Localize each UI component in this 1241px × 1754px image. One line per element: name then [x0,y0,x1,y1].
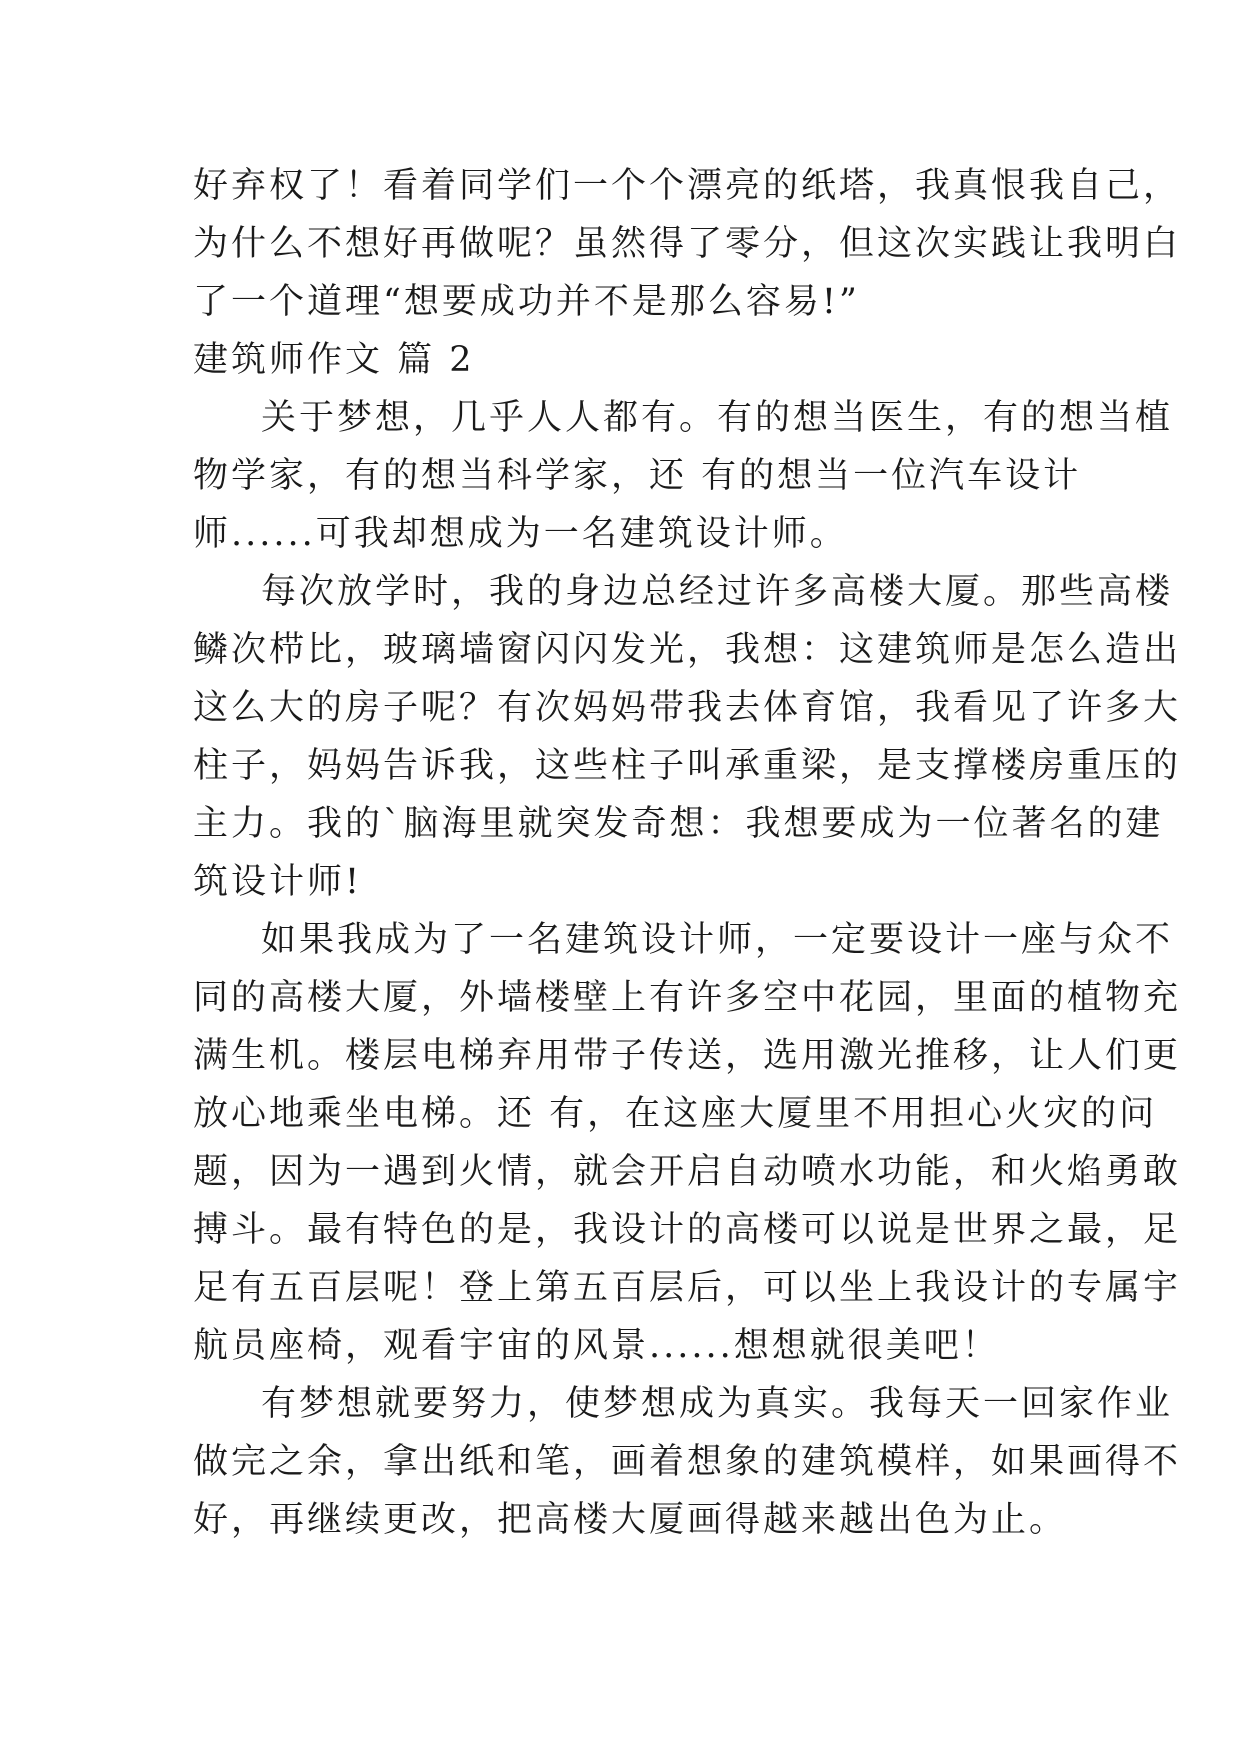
text-line: 同的高楼大厦，外墙楼壁上有许多空中花园，里面的植物充 [193,978,1182,1018]
text-line: 满生机。楼层电梯弃用带子传送，选用激光推移，让人们更 [193,1036,1182,1076]
text-line: 了一个道理“想要成功并不是那么容易!” [193,282,860,322]
text-line: 如果我成为了一名建筑设计师，一定要设计一座与众不 [261,920,1174,960]
text-line: 有梦想就要努力，使梦想成为真实。我每天一回家作业 [261,1384,1174,1424]
text-line: 关于梦想，几乎人人都有。有的想当医生，有的想当植 [261,398,1174,438]
text-line: 物学家，有的想当科学家，还 有的想当一位汽车设计 [193,456,1082,496]
text-line: 好弃权了！看着同学们一个个漂亮的纸塔，我真恨我自己， [193,166,1182,206]
text-line: 做完之余，拿出纸和笔，画着想象的建筑模样，如果画得不 [193,1442,1182,1482]
text-line: 师......可我却想成为一名建筑设计师。 [193,514,848,554]
text-line: 航员座椅，观看宇宙的风景......想想就很美吧！ [193,1326,1000,1366]
text-line: 搏斗。最有特色的是，我设计的高楼可以说是世界之最，足 [193,1210,1182,1250]
text-line: 为什么不想好再做呢？虽然得了零分，但这次实践让我明白 [193,224,1182,264]
text-line: 题，因为一遇到火情，就会开启自动喷水功能，和火焰勇敢 [193,1152,1182,1192]
text-line: 柱子，妈妈告诉我，这些柱子叫承重梁，是支撑楼房重压的 [193,746,1182,786]
text-line: 主力。我的`脑海里就突发奇想：我想要成为一位著名的建 [193,804,1164,844]
text-line: 鳞次栉比，玻璃墙窗闪闪发光，我想：这建筑师是怎么造出 [193,630,1182,670]
text-line: 足有五百层呢！登上第五百层后，可以坐上我设计的专属宇 [193,1268,1182,1308]
section-heading: 建筑师作文 篇 2 [193,340,475,380]
text-line: 这么大的房子呢？有次妈妈带我去体育馆，我看见了许多大 [193,688,1182,728]
text-line: 好，再继续更改，把高楼大厦画得越来越出色为止。 [193,1500,1068,1540]
text-line: 筑设计师! [193,862,363,902]
text-line: 每次放学时，我的身边总经过许多高楼大厦。那些高楼 [261,572,1174,612]
document-body [193,157,1182,1549]
text-line: 放心地乘坐电梯。还 有，在这座大厦里不用担心火灾的问 [193,1094,1158,1134]
